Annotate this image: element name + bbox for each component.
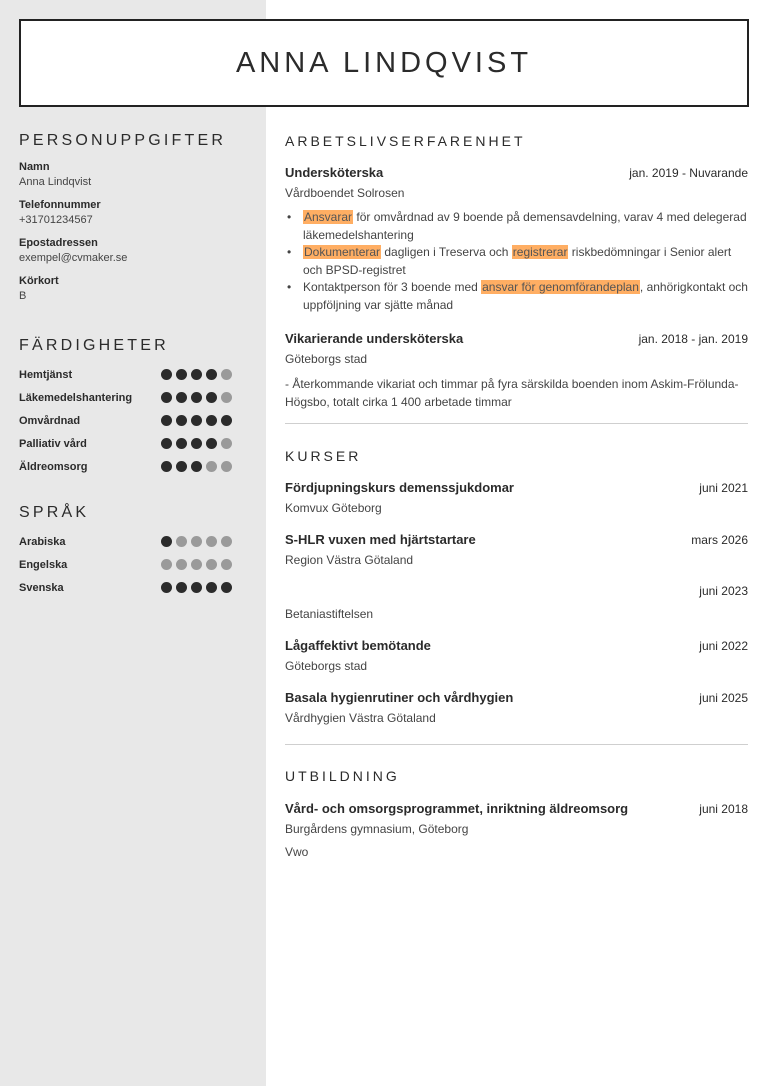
job-employer: Göteborgs stad (285, 352, 368, 366)
course-header (285, 532, 748, 547)
course-date: juni 2022 (699, 639, 748, 653)
languages-section (19, 504, 234, 599)
job-employer: Vårdboendet Solrosen (285, 186, 405, 200)
skill-name: Palliativ vård (19, 437, 87, 450)
rating-dot (206, 559, 217, 570)
info-label-license: Körkort (19, 275, 59, 287)
language-rating (161, 559, 232, 570)
skills-list (19, 363, 234, 478)
rating-dot (206, 536, 217, 547)
rating-dot (191, 392, 202, 403)
skill-row (19, 386, 234, 409)
rating-dot (161, 461, 172, 472)
skill-name: Omvårdnad (19, 414, 81, 427)
personal-info-section (19, 132, 234, 302)
education-heading: UTBILDNING (285, 768, 400, 784)
course-provider: Göteborgs stad (285, 659, 368, 673)
education-entry (285, 801, 748, 862)
name-header (19, 19, 749, 107)
course-title: S-HLR vuxen med hjärtstartare (285, 532, 476, 547)
education-date: juni 2018 (699, 802, 748, 816)
bullet-text: för omvårdnad av 9 boende på demensavdelning, varav 4 med delegerad läkemedelshantering (303, 210, 747, 242)
course-header (285, 690, 748, 705)
skill-name: Hemtjänst (19, 368, 73, 381)
course-title: Fördjupningskurs demenssjukdomar (285, 480, 514, 495)
info-value-license: B (19, 290, 27, 302)
rating-dot (161, 438, 172, 449)
rating-dot (161, 582, 172, 593)
course-entry (285, 532, 748, 567)
skills-section (19, 337, 234, 478)
rating-dot (191, 438, 202, 449)
rating-dot (191, 461, 202, 472)
rating-dot (206, 461, 217, 472)
rating-dot (176, 392, 187, 403)
rating-dot (221, 582, 232, 593)
education-school: Burgårdens gymnasium, Göteborg (285, 822, 469, 836)
info-label-email: Epostadressen (19, 237, 98, 249)
job-bullet (285, 209, 748, 244)
bullet-text: Kontaktperson för 3 boende med (303, 280, 482, 294)
rating-dot (161, 392, 172, 403)
rating-dot (206, 582, 217, 593)
course-title: Lågaffektivt bemötande (285, 638, 431, 653)
skills-heading: FÄRDIGHETER (19, 337, 169, 354)
job-bullet (285, 279, 748, 314)
skill-rating (161, 392, 232, 403)
skill-row (19, 432, 234, 455)
skill-row (19, 409, 234, 432)
course-provider: Komvux Göteborg (285, 501, 382, 515)
course-date: mars 2026 (691, 533, 748, 547)
rating-dot (161, 536, 172, 547)
rating-dot (176, 536, 187, 547)
skill-row (19, 455, 234, 478)
skill-rating (161, 369, 232, 380)
job-description: - Återkommande vikariat och timmar på fyra särskilda boenden inom Askim-Frölunda-Högsbo, totalt cirka 1 400 arbetade timmar (285, 377, 739, 409)
rating-dot (176, 559, 187, 570)
rating-dot (191, 559, 202, 570)
info-label-phone: Telefonnummer (19, 199, 101, 211)
rating-dot (206, 438, 217, 449)
rating-dot (206, 369, 217, 380)
rating-dot (221, 392, 232, 403)
rating-dot (161, 559, 172, 570)
course-header (285, 584, 748, 598)
skill-rating (161, 415, 232, 426)
rating-dot (206, 415, 217, 426)
course-title: Basala hygienrutiner och vårdhygien (285, 690, 514, 705)
rating-dot (176, 438, 187, 449)
rating-dot (221, 461, 232, 472)
highlighted-keyword: Ansvarar (304, 210, 353, 224)
course-entry (285, 584, 748, 621)
languages-list (19, 530, 234, 599)
job-bullets (285, 209, 748, 314)
language-row (19, 576, 234, 599)
bullet-text: riskbedömningar i Senior alert och BPSD-registret (303, 245, 732, 277)
rating-dot (176, 369, 187, 380)
info-value-email: exempel@cvmaker.se (19, 252, 128, 264)
rating-dot (176, 461, 187, 472)
job-title: Vikarierande undersköterska (285, 331, 464, 346)
info-value-phone: +31701234567 (19, 214, 93, 226)
job-date: jan. 2019 - Nuvarande (629, 166, 748, 180)
section-divider (285, 423, 748, 424)
highlighted-keyword: ansvar för genomförandeplan (482, 280, 639, 294)
skill-rating (161, 461, 232, 472)
candidate-name: ANNA LINDQVIST (235, 46, 533, 79)
personal-info-heading: PERSONUPPGIFTER (19, 132, 227, 149)
course-provider: Region Västra Götaland (285, 553, 414, 567)
language-rating (161, 582, 232, 593)
rating-dot (221, 438, 232, 449)
rating-dot (221, 536, 232, 547)
bullet-text: , anhörigkontakt och uppföljning var sjätte månad (303, 280, 748, 312)
language-name: Engelska (19, 558, 68, 571)
highlighted-keyword: Dokumenterar (304, 245, 381, 259)
job-entry (285, 331, 748, 411)
course-entry (285, 480, 748, 515)
rating-dot (161, 415, 172, 426)
experience-heading: ARBETSLIVSERFARENHET (285, 133, 526, 149)
course-date: juni 2023 (699, 584, 748, 598)
rating-dot (191, 536, 202, 547)
education-title: Vård- och omsorgsprogrammet, inriktning äldreomsorg (285, 801, 629, 816)
job-date: jan. 2018 - jan. 2019 (638, 332, 748, 346)
rating-dot (176, 415, 187, 426)
rating-dot (221, 415, 232, 426)
language-row (19, 553, 234, 576)
languages-heading: SPRÅK (19, 504, 90, 521)
section-divider (285, 744, 748, 745)
bullet-text: dagligen i Treserva och (381, 245, 512, 259)
rating-dot (191, 415, 202, 426)
rating-dot (191, 582, 202, 593)
job-bullet (285, 244, 748, 279)
course-entry (285, 690, 748, 725)
courses-list (285, 480, 748, 725)
language-name: Arabiska (19, 535, 66, 548)
info-value-name: Anna Lindqvist (19, 176, 92, 188)
rating-dot (191, 369, 202, 380)
courses-heading: KURSER (285, 448, 362, 464)
course-date: juni 2021 (699, 481, 748, 495)
rating-dot (176, 582, 187, 593)
language-row (19, 530, 234, 553)
course-header (285, 480, 748, 495)
courses-section (285, 448, 748, 725)
course-header (285, 638, 748, 653)
rating-dot (221, 369, 232, 380)
rating-dot (206, 392, 217, 403)
job-entry (285, 165, 748, 314)
course-entry (285, 638, 748, 673)
education-section (285, 768, 748, 862)
experience-section (285, 133, 748, 411)
highlighted-keyword: registrerar (512, 245, 568, 259)
skill-row (19, 363, 234, 386)
job-title: Undersköterska (285, 165, 384, 180)
course-provider: Betaniastiftelsen (285, 607, 374, 621)
info-label-name: Namn (19, 161, 50, 173)
skill-name: Läkemedelshantering (19, 391, 133, 404)
language-rating (161, 536, 232, 547)
skill-name: Äldreomsorg (19, 460, 88, 473)
course-date: juni 2025 (699, 691, 748, 705)
language-name: Svenska (19, 581, 64, 594)
skill-rating (161, 438, 232, 449)
course-provider: Vårdhygien Västra Götaland (285, 711, 436, 725)
rating-dot (221, 559, 232, 570)
education-description: Vwo (285, 845, 309, 859)
rating-dot (161, 369, 172, 380)
